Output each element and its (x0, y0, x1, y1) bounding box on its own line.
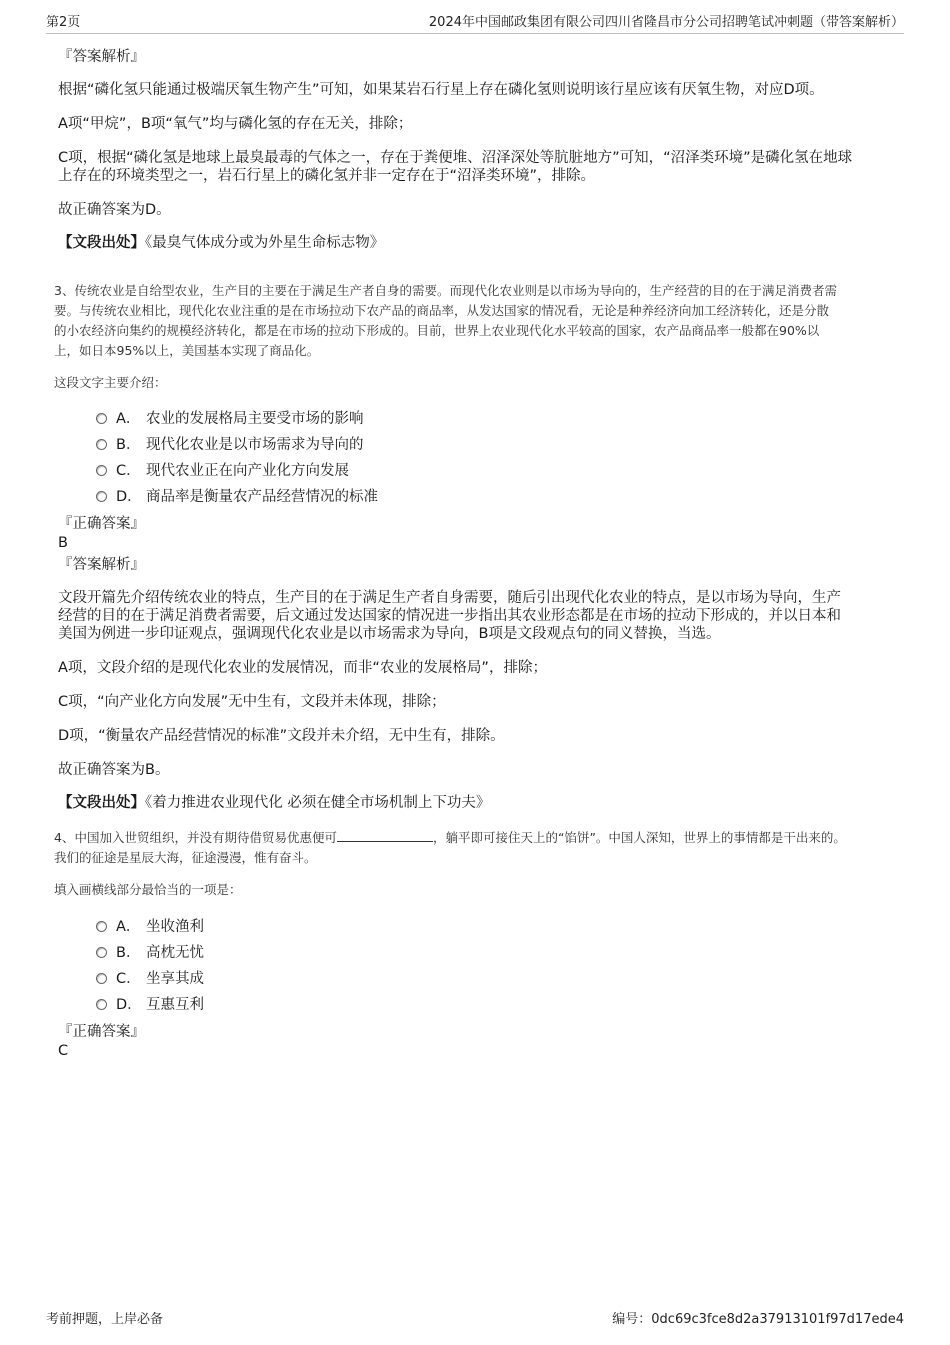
radio-icon[interactable] (96, 491, 107, 502)
source-tag: 【文段出处】 (58, 795, 145, 811)
radio-icon[interactable] (96, 439, 107, 450)
question-text: 上，如日本95%以上，美国基本实现了商品化。 (54, 343, 320, 358)
answer-value: C (58, 1043, 69, 1059)
option-c[interactable]: C． 坐享其成 (96, 969, 204, 989)
answer-label: 『正确答案』 (58, 516, 145, 532)
source-text: 《最臭气体成分或为外星生命标志物》 (145, 235, 385, 251)
analysis-label: 『答案解析』 (58, 557, 145, 573)
question-prompt: 这段文字主要介绍： (54, 375, 167, 390)
analysis-paragraph: C项，“向产业化方向发展”无中生有，文段并未体现，排除； (58, 694, 446, 710)
analysis-paragraph: C项，根据“磷化氢是地球上最臭最毒的气体之一，存在于粪便堆、沼泽深处等肮脏地方”可知，“沼泽类环境”是磷化氢在地球 (58, 150, 853, 166)
footer-slogan: 考前押题，上岸必备 (46, 1312, 164, 1327)
question-text: 4、中国加入世贸组织，并没有期待借贸易优惠便可 ，躺平即可接住天上的“馅饼”。中国人深知，世界上的事情都是干出来的。 (54, 830, 846, 845)
question-prompt: 填入画横线部分最恰当的一项是： (54, 882, 242, 897)
analysis-paragraph: A项“甲烷”，B项“氧气”均与磷化氢的存在无关，排除； (58, 116, 413, 132)
analysis-conclusion: 故正确答案为B。 (58, 762, 170, 778)
answer-value: B (58, 535, 68, 551)
option-a[interactable]: A． 坐收渔利 (96, 917, 204, 937)
question-text: 我们的征途是星辰大海，征途漫漫，惟有奋斗。 (54, 850, 317, 865)
analysis-paragraph: 上存在的环境类型之一，岩石行星上的磷化氢并非一定存在于“沼泽类环境”，排除。 (58, 168, 596, 184)
source-line (58, 794, 888, 812)
option-b[interactable]: B． 高枕无忧 (96, 943, 204, 963)
analysis-paragraph: 美国为例进一步印证观点，强调现代化农业是以市场需求为导向，B项是文段观点句的同义替换，当选。 (58, 626, 721, 642)
analysis-paragraph: D项，“衡量农产品经营情况的标准”文段并未介绍，无中生有，排除。 (58, 728, 505, 744)
source-line (58, 234, 888, 252)
option-c[interactable]: C． 现代农业正在向产业化方向发展 (96, 461, 349, 481)
radio-icon[interactable] (96, 973, 107, 984)
source-tag: 【文段出处】 (58, 235, 145, 251)
fill-blank (337, 829, 433, 842)
option-b[interactable]: B． 现代化农业是以市场需求为导向的 (96, 435, 364, 455)
source-text: 《着力推进农业现代化 必须在健全市场机制上下功夫》 (145, 795, 491, 811)
radio-icon[interactable] (96, 465, 107, 476)
page-header (46, 15, 904, 34)
option-d[interactable]: D． 商品率是衡量农产品经营情况的标准 (96, 487, 378, 507)
document-id: 编号：0dc69c3fce8d2a37913101f97d17ede4 (612, 1312, 904, 1327)
option-d[interactable]: D． 互惠互利 (96, 995, 204, 1015)
question-text: 的小农经济向集约的规模经济转化，都是在市场的拉动下形成的。目前，世界上农业现代化水平较高的国家，农产品商品率一般都在90%以 (54, 323, 820, 338)
question-text: 要。与传统农业相比，现代化农业注重的是在市场拉动下农产品的商品率，从发达国家的情况看，无论是种养经济向加工经济转化，还是分散 (54, 303, 830, 318)
radio-icon[interactable] (96, 921, 107, 932)
analysis-paragraph: 经营的目的在于满足消费者需要，后文通过发达国家的情况进一步指出其农业形态都是在市场的拉动下形成的，并以日本和 (58, 608, 841, 624)
analysis-conclusion: 故正确答案为D。 (58, 202, 171, 218)
analysis-paragraph: 文段开篇先介绍传统农业的特点，生产目的在于满足生产者自身需要，随后引出现代化农业的特点，是以市场为导向，生产 (58, 590, 841, 606)
answer-label: 『正确答案』 (58, 1024, 145, 1040)
analysis-label: 『答案解析』 (58, 49, 145, 65)
question-text: 3、传统农业是自给型农业，生产目的主要在于满足生产者自身的需要。而现代化农业则是以市场为导向的，生产经营的目的在于满足消费者需 (54, 283, 837, 298)
page-number: 第2页 (46, 15, 81, 30)
option-a[interactable]: A． 农业的发展格局主要受市场的影响 (96, 409, 364, 429)
document-title: 2024年中国邮政集团有限公司四川省隆昌市分公司招聘笔试冲刺题（带答案解析） (428, 15, 904, 30)
analysis-paragraph: A项，文段介绍的是现代化农业的发展情况，而非“农业的发展格局”，排除； (58, 660, 547, 676)
radio-icon[interactable] (96, 999, 107, 1010)
analysis-paragraph: 根据“磷化氢只能通过极端厌氧生物产生”可知，如果某岩石行星上存在磷化氢则说明该行星应该有厌氧生物，对应D项。 (58, 82, 824, 98)
radio-icon[interactable] (96, 947, 107, 958)
radio-icon[interactable] (96, 413, 107, 424)
